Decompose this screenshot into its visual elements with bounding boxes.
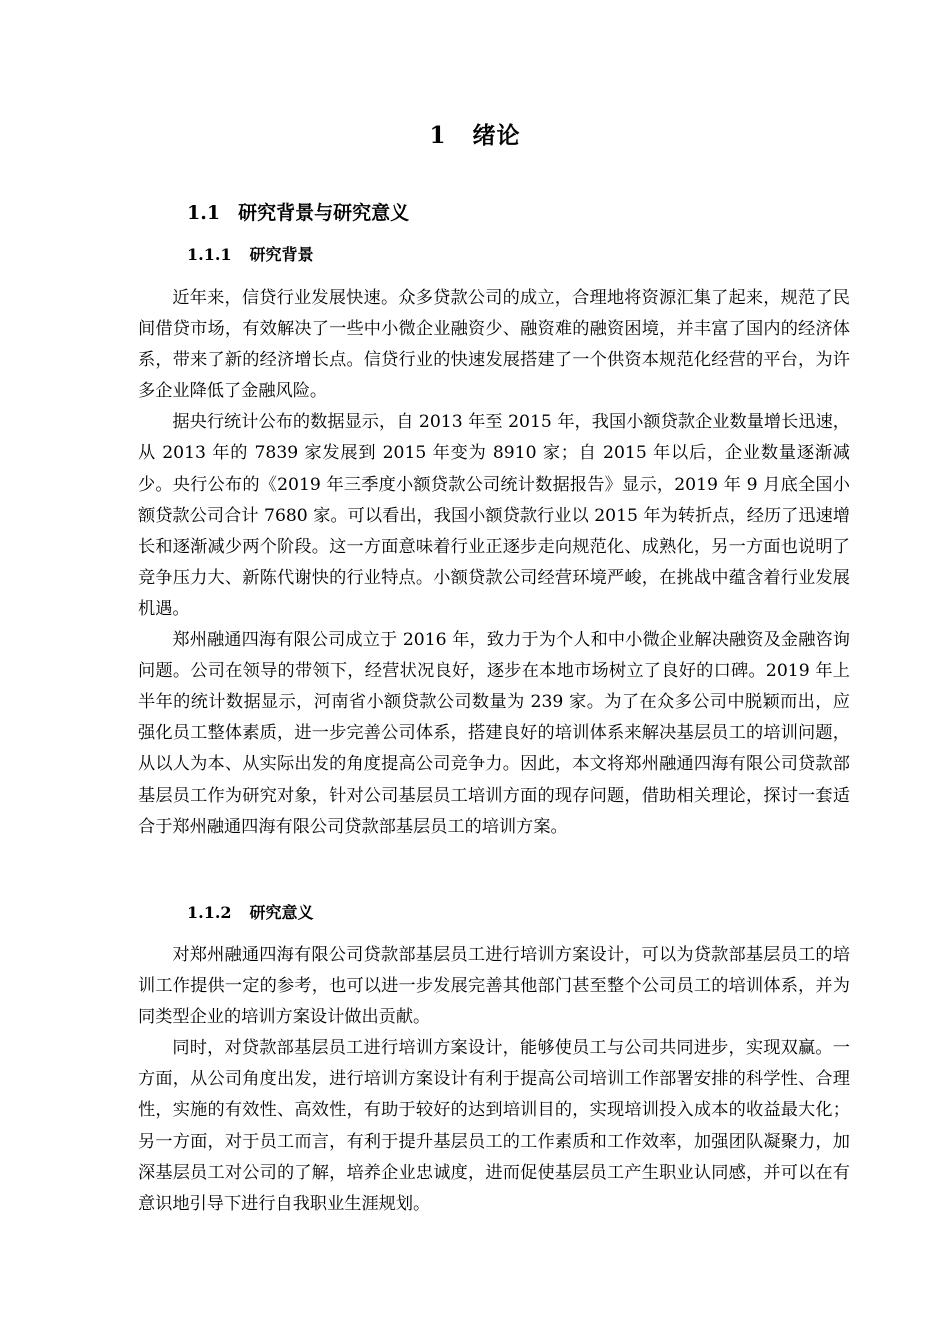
paragraph: 近年来，信贷行业发展快速。众多贷款公司的成立，合理地将资源汇集了起来，规范了民间借贷市场，有效解决了一些中小微企业融资少、融资难的融资困境，并丰富了国内的经济体系，带来了新的经济增长点。信贷行业的快速发展搭建了一个供资本规范化经营的平台，为许多企业降低了金融风险。	[138, 288, 850, 402]
subsection-title-text: 研究意义	[249, 903, 314, 922]
section-title-text: 研究背景与研究意义	[238, 202, 410, 224]
chapter-number: 1	[429, 122, 447, 149]
paragraph: 郑州融通四海有限公司成立于 2016 年，致力于为个人和中小微企业解决融资及金融咨询问题。公司在领导的带领下，经营状况良好，逐步在本地市场树立了良好的口碑。2019 年上半年的统计数据显示，河南省小额贷款公司数量为 239 家。为了在众多公司中脱颖而出，应强化员工整体素质，进一步完善公司体系，搭建良好的培训体系来解决基层员工的培训问题，从以人为本、从实际出发的角度提高公司竞争力。因此，本文将郑州融通四海有限公司贷款部基层员工作为研究对象，针对公司基层员工培训方面的现存问题，借助相关理论，探讨一套适合于郑州融通四海有限公司贷款部基层员工的培训方案。	[138, 630, 850, 837]
subsection-heading-significance	[187, 900, 314, 923]
chapter-title-text: 绪论	[472, 122, 521, 149]
significance-body	[138, 940, 850, 1220]
background-body	[138, 283, 850, 843]
section-number: 1.1	[187, 202, 221, 224]
chapter-title	[0, 117, 950, 150]
paragraph: 同时，对贷款部基层员工进行培训方案设计，能够使员工与公司共同进步，实现双赢。一方面，从公司角度出发，进行培训方案设计有利于提高公司培训工作部署安排的科学性、合理性，实施的有效性、高效性，有助于较好的达到培训目的，实现培训投入成本的收益最大化；另一方面，对于员工而言，有利于提升基层员工的工作素质和工作效率，加强团队凝聚力，加深基层员工对公司的了解，培养企业忠诚度，进而促使基层员工产生职业认同感，并可以在有意识地引导下进行自我职业生涯规划。	[138, 1038, 850, 1214]
subsection-heading-background	[187, 242, 314, 265]
subsection-number: 1.1.1	[187, 245, 232, 264]
subsection-number: 1.1.2	[187, 903, 232, 922]
paragraph: 据央行统计公布的数据显示，自 2013 年至 2015 年，我国小额贷款企业数量增长迅速，从 2013 年的 7839 家发展到 2015 年变为 8910 家；自 2015 年以后，企业数量逐渐减少。央行公布的《2019 年三季度小额贷款公司统计数据报告》显示，2019 年 9 月底全国小额贷款公司合计 7680 家。可以看出，我国小额贷款行业以 2015 年为转折点，经历了迅速增长和逐渐减少两个阶段。这一方面意味着行业正逐步走向规范化、成熟化，另一方面也说明了竞争压力大、新陈代谢快的行业特点。小额贷款公司经营环境严峻，在挑战中蕴含着行业发展机遇。	[138, 412, 850, 619]
paragraph: 对郑州融通四海有限公司贷款部基层员工进行培训方案设计，可以为贷款部基层员工的培训工作提供一定的参考，也可以进一步发展完善其他部门甚至整个公司员工的培训体系，并为同类型企业的培训方案设计做出贡献。	[138, 945, 850, 1028]
section-heading	[187, 198, 409, 225]
subsection-title-text: 研究背景	[249, 245, 314, 264]
